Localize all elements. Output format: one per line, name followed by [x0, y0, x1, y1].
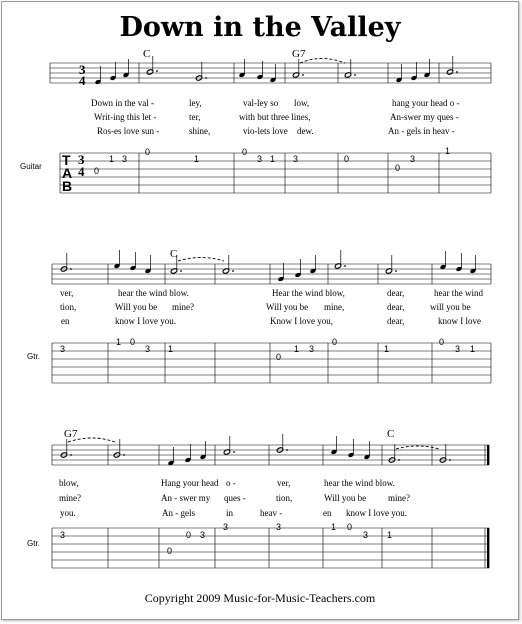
score [2, 2, 520, 621]
lyric: ley, [189, 98, 202, 108]
tab-number: 1 [294, 344, 300, 354]
lyric: in [226, 508, 234, 518]
lyric: you. [60, 508, 76, 518]
lyric: Ros-es love sun - [97, 126, 160, 136]
tab-number: 1 [470, 344, 476, 354]
time-signature-bottom: 4 [78, 164, 85, 179]
notes-1 [95, 56, 458, 85]
tab-number: 3 [145, 344, 151, 354]
tab-number: 0 [94, 166, 100, 176]
sheet-music-page [1, 1, 519, 620]
tab-number: 3 [223, 522, 229, 532]
tab-numbers-2 [60, 337, 475, 362]
lyric: dear, [387, 288, 405, 298]
lyrics-verse-1 [60, 288, 483, 298]
time-signature-top: 3 [78, 152, 85, 167]
lyric: dew. [297, 126, 314, 136]
lyrics-verse-3 [61, 316, 481, 326]
tab-clef-t: T [62, 152, 71, 168]
lyric: know I love you. [346, 508, 407, 518]
instrument-label: Gtr. [27, 352, 40, 361]
lyric: Hang your head [161, 478, 219, 488]
tab-number: 0 [395, 163, 401, 173]
lyric: o - [226, 478, 236, 488]
lyric: heav - [260, 508, 283, 518]
tab-number: 3 [276, 522, 282, 532]
tab-number: 3 [60, 344, 66, 354]
tab-number: 0 [130, 337, 136, 347]
lyric: hear the wind [434, 288, 483, 298]
tab-numbers-3 [60, 522, 392, 556]
lyric: Writ-ing this let - [94, 112, 157, 122]
tab-number: 1 [384, 344, 390, 354]
lyric: ques - [224, 493, 246, 503]
tab-number: 0 [344, 154, 350, 164]
tab-number: 0 [167, 546, 173, 556]
notes-2 [60, 250, 476, 282]
tab-number: 1 [445, 146, 451, 156]
staff-3 [52, 445, 489, 465]
tab-number: 0 [439, 337, 445, 347]
lyrics-verse-1 [59, 478, 395, 488]
tab-number: 1 [168, 344, 174, 354]
lyrics-verse-2 [94, 112, 459, 122]
lyric: tion, [276, 493, 293, 503]
lyric: mine? [388, 493, 410, 503]
lyric: en [61, 316, 70, 326]
lyric: tion, [60, 302, 77, 312]
tab-clef-b: B [62, 178, 73, 194]
lyrics-verse-2 [59, 493, 410, 503]
lyric: mine, [324, 302, 345, 312]
lyric: Will you be [115, 302, 158, 312]
lyric: An - swer my [161, 493, 211, 503]
lyric: know I love [438, 316, 481, 326]
lyric: mine? [59, 493, 81, 503]
instrument-label: Gtr. [27, 539, 40, 548]
tab-number: 1 [331, 522, 337, 532]
lyric: val-ley so [243, 98, 279, 108]
lyric: hang your head o - [392, 98, 460, 108]
lyric: An - gels in heav - [388, 126, 455, 136]
lyric: Hear the wind blow, [272, 288, 345, 298]
system-2 [27, 248, 491, 383]
tab-number: 1 [194, 154, 200, 164]
tab-number: 3 [60, 530, 66, 540]
lyrics-verse-2 [60, 302, 471, 312]
time-signature-bottom: 4 [79, 73, 86, 88]
chord-symbol: G7 [64, 428, 78, 440]
lyric: ver, [60, 288, 74, 298]
lyric: will you be [430, 302, 471, 312]
tab-number: 1 [116, 337, 122, 347]
tab-number: 1 [270, 154, 276, 164]
lyric: with but three lines, [239, 112, 311, 122]
chord-symbol: C [387, 428, 395, 440]
lyric: know I love you. [115, 316, 176, 326]
tab-number: 3 [455, 344, 461, 354]
tab-staff-2 [52, 343, 491, 383]
chord-symbol: C [170, 248, 178, 260]
lyric: ver, [277, 478, 291, 488]
lyric: hear the wind blow. [324, 478, 395, 488]
lyric: shine, [189, 126, 211, 136]
system-1 [20, 48, 491, 194]
system-3 [27, 428, 489, 568]
chord-symbol: C [143, 48, 151, 60]
lyric: Will you be [266, 302, 309, 312]
tab-number: 0 [347, 522, 353, 532]
lyric: An - gels [162, 508, 195, 518]
lyric: low, [294, 98, 310, 108]
lyric: Will you be [324, 493, 367, 503]
lyric: dear, [387, 302, 405, 312]
tab-number: 3 [257, 154, 263, 164]
tab-number: 1 [109, 154, 115, 164]
lyric: An-swer my ques - [390, 112, 459, 122]
instrument-label: Guitar [20, 162, 42, 171]
lyric: en [323, 508, 332, 518]
lyric: mine? [172, 302, 194, 312]
tab-number: 0 [332, 337, 338, 347]
lyric: vio-lets love [243, 126, 288, 136]
tab-number: 3 [309, 344, 315, 354]
tab-clef-a: A [62, 165, 73, 181]
tab-number: 3 [122, 154, 128, 164]
tab-number: 3 [200, 530, 206, 540]
time-signature-top: 3 [79, 62, 86, 77]
tab-staff-3 [52, 528, 489, 568]
lyrics-verse-1 [91, 98, 459, 108]
tab-number: 0 [145, 147, 151, 157]
lyrics-verse-3 [60, 508, 407, 518]
tab-number: 0 [186, 530, 192, 540]
lyric: dear, [387, 316, 405, 326]
tab-number: 3 [293, 154, 299, 164]
tab-number: 0 [242, 147, 248, 157]
tab-number: 1 [387, 530, 393, 540]
chord-symbol: G7 [292, 48, 306, 60]
lyric: Know I love you, [270, 316, 333, 326]
lyric: hear the wind blow. [118, 288, 189, 298]
lyric: Down in the val - [91, 98, 154, 108]
copyright-notice: Copyright 2009 Music-for-Music-Teachers.com [144, 591, 376, 605]
tab-number: 3 [410, 154, 416, 164]
lyric: ter, [189, 112, 201, 122]
lyric: blow, [59, 478, 79, 488]
tab-number: 0 [276, 352, 282, 362]
lyrics-verse-3 [97, 126, 455, 136]
song-title: Down in the Valley [119, 12, 401, 43]
tab-number: 3 [363, 530, 369, 540]
